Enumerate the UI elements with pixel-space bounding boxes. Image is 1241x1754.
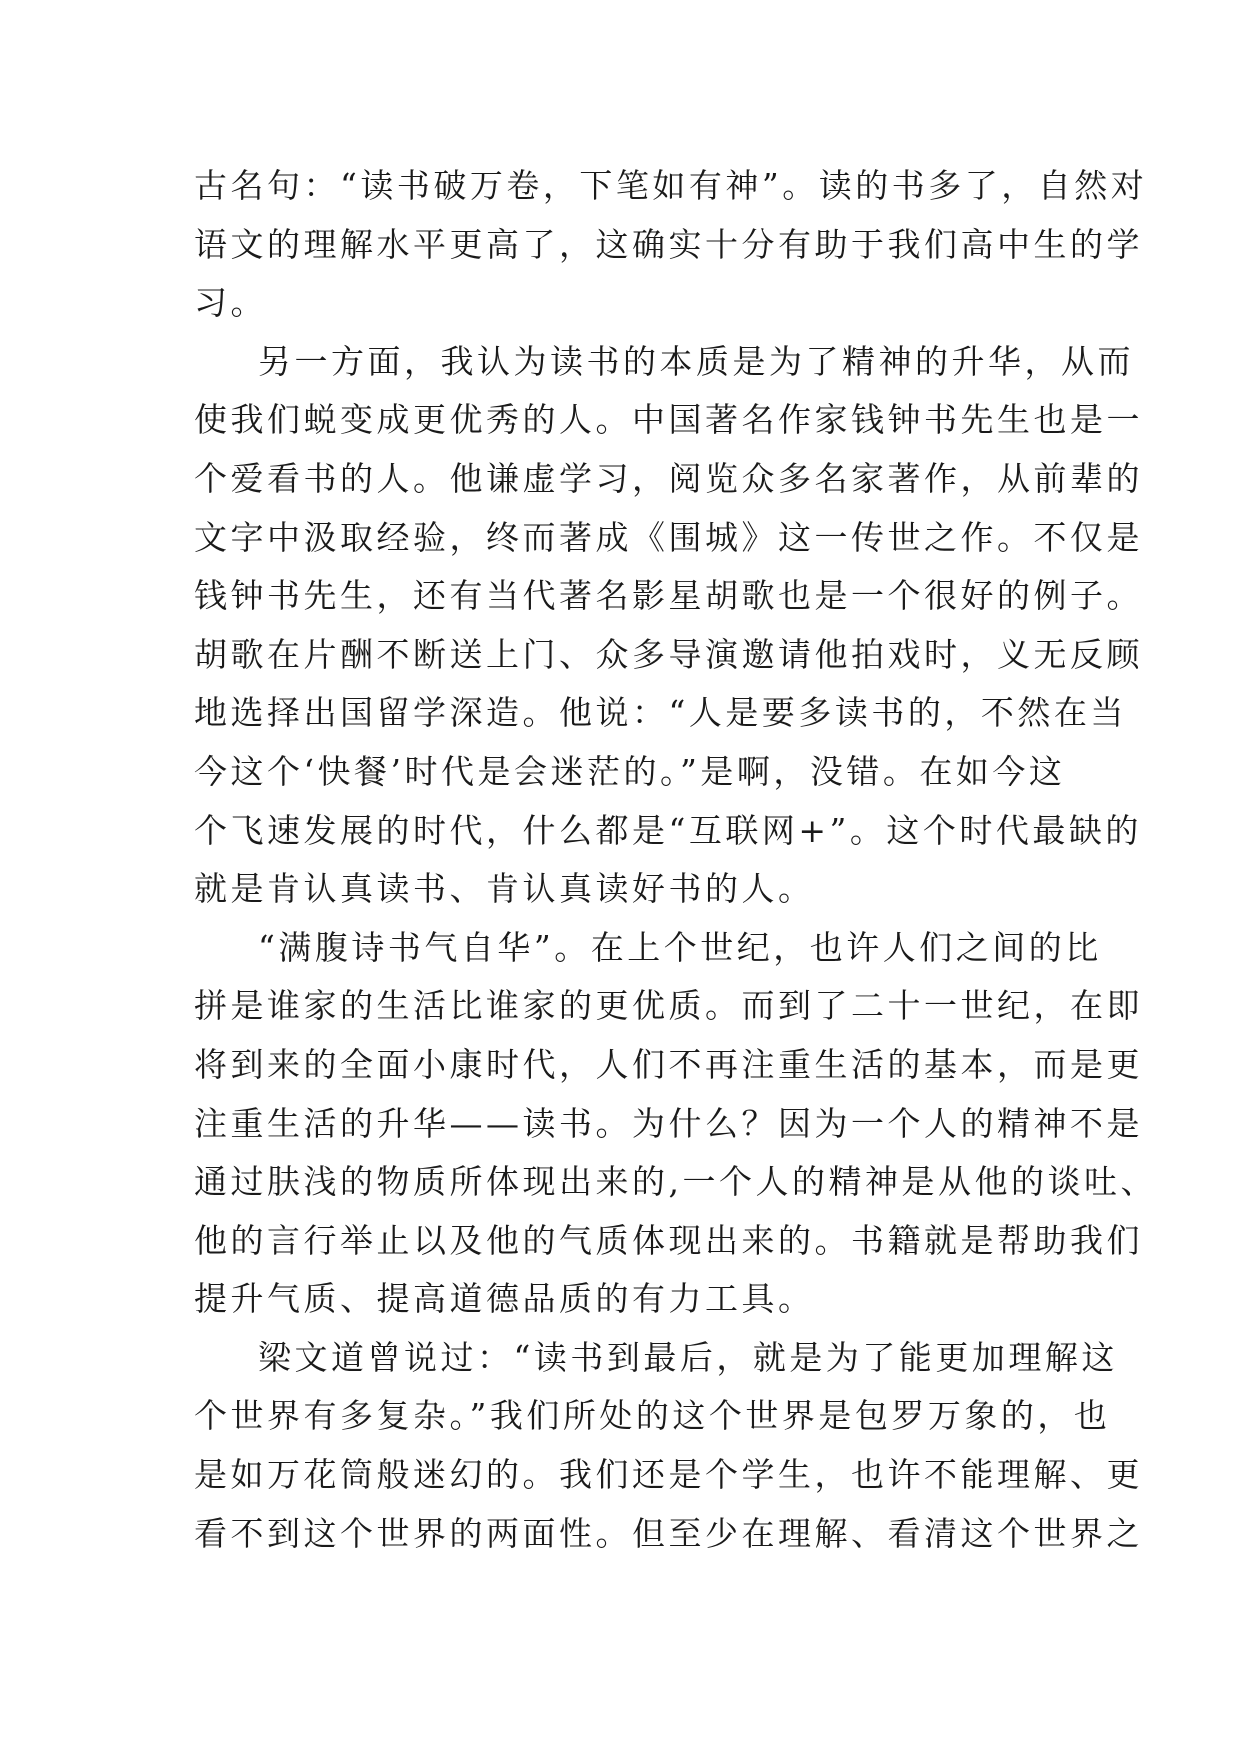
text-line: 使我们蜕变成更优秀的人。中国著名作家钱钟书先生也是一 bbox=[194, 400, 1143, 440]
text-line: 地选择出国留学深造。他说：“人是要多读书的，不然在当 bbox=[194, 693, 1127, 733]
text-line: 个世界有多复杂。”我们所处的这个世界是包罗万象的，也 bbox=[194, 1396, 1111, 1436]
text-line: 通过肤浅的物质所体现出来的,一个人的精神是从他的谈吐、 bbox=[194, 1162, 1157, 1202]
text-line: 钱钟书先生，还有当代著名影星胡歌也是一个很好的例子。 bbox=[194, 576, 1143, 616]
text-line: 他的言行举止以及他的气质体现出来的。书籍就是帮助我们 bbox=[194, 1220, 1143, 1260]
text-line: 胡歌在片酬不断送上门、众多导演邀请他拍戏时，义无反顾 bbox=[194, 634, 1143, 674]
text-line: 梁文道曾说过：“读书到最后，就是为了能更加理解这 bbox=[258, 1337, 1118, 1377]
text-line: 看不到这个世界的两面性。但至少在理解、看清这个世界之 bbox=[194, 1513, 1143, 1553]
text-line: 古名句：“读书破万卷，下笔如有神”。读的书多了，自然对 bbox=[194, 166, 1148, 205]
text-line: 文字中汲取经验，终而著成《围城》这一传世之作。不仅是 bbox=[194, 517, 1143, 557]
text-line: 习。 bbox=[194, 283, 267, 323]
text-line: 提升气质、提高道德品质的有力工具。 bbox=[194, 1279, 815, 1319]
text-line: 今这个‘快餐’时代是会迷茫的。”是啊，没错。在如今这 bbox=[194, 751, 1066, 791]
text-line: 拼是谁家的生活比谁家的更优质。而到了二十一世纪，在即 bbox=[194, 986, 1143, 1026]
text-line: 就是肯认真读书、肯认真读好书的人。 bbox=[194, 869, 815, 909]
text-line: 另一方面，我认为读书的本质是为了精神的升华，从而 bbox=[258, 341, 1134, 381]
body-text bbox=[194, 157, 1157, 1563]
text-line: 语文的理解水平更高了，这确实十分有助于我们高中生的学 bbox=[194, 224, 1143, 264]
text-line: 注重生活的升华——读书。为什么？因为一个人的精神不是 bbox=[194, 1103, 1143, 1143]
text-line: 个飞速发展的时代，什么都是“互联网+”。这个时代最缺的 bbox=[194, 810, 1142, 850]
text-line: 是如万花筒般迷幻的。我们还是个学生，也许不能理解、更 bbox=[194, 1455, 1143, 1495]
text-line: 将到来的全面小康时代，人们不再注重生活的基本，而是更 bbox=[194, 1044, 1143, 1084]
text-line: 个爱看书的人。他谦虚学习，阅览众多名家著作，从前辈的 bbox=[194, 458, 1143, 498]
text-line: “满腹诗书气自华”。在上个世纪，也许人们之间的比 bbox=[258, 927, 1102, 967]
